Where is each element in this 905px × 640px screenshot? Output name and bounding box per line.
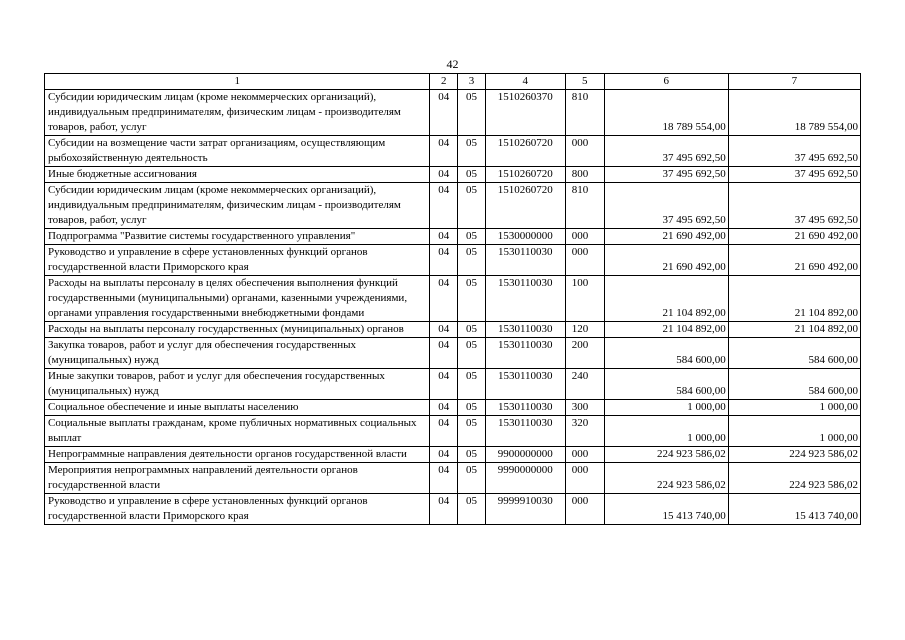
row-description: Закупка товаров, работ и услуг для обеспечения государственных (муниципальных) нужд	[45, 338, 430, 369]
row-expense-type: 000	[565, 229, 604, 245]
table-row	[45, 338, 861, 369]
row-target-code: 1510260370	[485, 90, 565, 136]
row-section-code: 04	[430, 369, 458, 400]
row-subsection-code: 05	[458, 167, 486, 183]
column-header-6: 6	[604, 74, 728, 90]
row-subsection-code: 05	[458, 400, 486, 416]
row-expense-type: 810	[565, 183, 604, 229]
row-subsection-code: 05	[458, 416, 486, 447]
row-target-code: 1530110030	[485, 245, 565, 276]
row-amount-7: 15 413 740,00	[728, 494, 860, 525]
row-amount-6: 21 690 492,00	[604, 245, 728, 276]
column-header-4: 4	[485, 74, 565, 90]
page-number: 42	[446, 57, 459, 71]
row-subsection-code: 05	[458, 338, 486, 369]
row-amount-7: 1 000,00	[728, 416, 860, 447]
row-amount-7: 224 923 586,02	[728, 447, 860, 463]
row-expense-type: 320	[565, 416, 604, 447]
table-row	[45, 494, 861, 525]
table-row	[45, 369, 861, 400]
row-amount-6: 37 495 692,50	[604, 167, 728, 183]
row-description: Иные бюджетные ассигнования	[45, 167, 430, 183]
table-row	[45, 416, 861, 447]
row-description: Руководство и управление в сфере установленных функций органов государственной власти Приморского края	[45, 494, 430, 525]
row-description: Субсидии юридическим лицам (кроме некоммерческих организаций), индивидуальным предпринимателям, физическим лицам - производителям товаров, работ, услуг	[45, 90, 430, 136]
row-description: Расходы на выплаты персоналу государственных (муниципальных) органов	[45, 322, 430, 338]
table-row	[45, 136, 861, 167]
column-header-1: 1	[45, 74, 430, 90]
table-row	[45, 167, 861, 183]
row-target-code: 1530110030	[485, 400, 565, 416]
row-expense-type: 000	[565, 447, 604, 463]
table-row	[45, 276, 861, 322]
row-amount-7: 37 495 692,50	[728, 167, 860, 183]
row-section-code: 04	[430, 245, 458, 276]
row-section-code: 04	[430, 167, 458, 183]
row-description: Иные закупки товаров, работ и услуг для обеспечения государственных (муниципальных) нужд	[45, 369, 430, 400]
header-row	[45, 74, 861, 90]
row-section-code: 04	[430, 276, 458, 322]
row-amount-6: 224 923 586,02	[604, 447, 728, 463]
row-amount-6: 18 789 554,00	[604, 90, 728, 136]
row-section-code: 04	[430, 400, 458, 416]
row-expense-type: 100	[565, 276, 604, 322]
row-section-code: 04	[430, 447, 458, 463]
row-description: Мероприятия непрограммных направлений деятельности органов государственной власти	[45, 463, 430, 494]
row-subsection-code: 05	[458, 322, 486, 338]
row-section-code: 04	[430, 338, 458, 369]
row-target-code: 1530110030	[485, 416, 565, 447]
row-expense-type: 240	[565, 369, 604, 400]
row-amount-6: 1 000,00	[604, 416, 728, 447]
row-amount-6: 21 104 892,00	[604, 276, 728, 322]
row-expense-type: 810	[565, 90, 604, 136]
row-description: Непрограммные направления деятельности органов государственной власти	[45, 447, 430, 463]
row-subsection-code: 05	[458, 90, 486, 136]
row-amount-6: 224 923 586,02	[604, 463, 728, 494]
row-expense-type: 800	[565, 167, 604, 183]
row-description: Расходы на выплаты персоналу в целях обеспечения выполнения функций государственными (муниципальными) органами, казенными учреждениями, органами управления государственными внебюджетными фондами	[45, 276, 430, 322]
table-row	[45, 229, 861, 245]
column-header-7: 7	[728, 74, 860, 90]
column-header-2: 2	[430, 74, 458, 90]
row-expense-type: 300	[565, 400, 604, 416]
row-amount-6: 1 000,00	[604, 400, 728, 416]
table-row	[45, 447, 861, 463]
row-expense-type: 200	[565, 338, 604, 369]
row-section-code: 04	[430, 136, 458, 167]
row-description: Подпрограмма "Развитие системы государственного управления"	[45, 229, 430, 245]
row-amount-6: 37 495 692,50	[604, 183, 728, 229]
row-description: Субсидии юридическим лицам (кроме некоммерческих организаций), индивидуальным предпринимателям, физическим лицам - производителям товаров, работ, услуг	[45, 183, 430, 229]
row-section-code: 04	[430, 229, 458, 245]
table-row	[45, 183, 861, 229]
budget-table	[44, 73, 861, 525]
row-target-code: 1510260720	[485, 136, 565, 167]
row-amount-7: 21 690 492,00	[728, 229, 860, 245]
row-amount-6: 15 413 740,00	[604, 494, 728, 525]
row-amount-7: 21 104 892,00	[728, 276, 860, 322]
row-amount-6: 584 600,00	[604, 369, 728, 400]
row-amount-6: 37 495 692,50	[604, 136, 728, 167]
table-row	[45, 322, 861, 338]
row-amount-7: 584 600,00	[728, 369, 860, 400]
table-row	[45, 400, 861, 416]
row-subsection-code: 05	[458, 183, 486, 229]
row-expense-type: 000	[565, 245, 604, 276]
row-target-code: 1530110030	[485, 322, 565, 338]
row-subsection-code: 05	[458, 447, 486, 463]
row-section-code: 04	[430, 494, 458, 525]
row-section-code: 04	[430, 90, 458, 136]
row-target-code: 1530110030	[485, 369, 565, 400]
row-description: Социальные выплаты гражданам, кроме публичных нормативных социальных выплат	[45, 416, 430, 447]
table-row	[45, 463, 861, 494]
column-header-5: 5	[565, 74, 604, 90]
row-subsection-code: 05	[458, 229, 486, 245]
row-expense-type: 000	[565, 136, 604, 167]
row-target-code: 9900000000	[485, 447, 565, 463]
row-target-code: 1510260720	[485, 167, 565, 183]
row-subsection-code: 05	[458, 276, 486, 322]
row-expense-type: 000	[565, 494, 604, 525]
row-section-code: 04	[430, 416, 458, 447]
row-amount-7: 224 923 586,02	[728, 463, 860, 494]
row-amount-6: 21 690 492,00	[604, 229, 728, 245]
row-target-code: 1530000000	[485, 229, 565, 245]
row-description: Социальное обеспечение и иные выплаты населению	[45, 400, 430, 416]
row-description: Субсидии на возмещение части затрат организациям, осуществляющим рыбохозяйственную деятельность	[45, 136, 430, 167]
row-amount-7: 21 690 492,00	[728, 245, 860, 276]
row-target-code: 9999910030	[485, 494, 565, 525]
row-expense-type: 120	[565, 322, 604, 338]
table-row	[45, 90, 861, 136]
row-amount-7: 37 495 692,50	[728, 136, 860, 167]
row-subsection-code: 05	[458, 494, 486, 525]
row-target-code: 1530110030	[485, 276, 565, 322]
row-amount-7: 37 495 692,50	[728, 183, 860, 229]
column-header-3: 3	[458, 74, 486, 90]
row-subsection-code: 05	[458, 245, 486, 276]
row-subsection-code: 05	[458, 136, 486, 167]
row-expense-type: 000	[565, 463, 604, 494]
row-amount-7: 584 600,00	[728, 338, 860, 369]
row-subsection-code: 05	[458, 369, 486, 400]
row-section-code: 04	[430, 183, 458, 229]
row-amount-6: 584 600,00	[604, 338, 728, 369]
row-target-code: 9990000000	[485, 463, 565, 494]
row-subsection-code: 05	[458, 463, 486, 494]
row-amount-7: 18 789 554,00	[728, 90, 860, 136]
row-section-code: 04	[430, 322, 458, 338]
row-target-code: 1510260720	[485, 183, 565, 229]
row-section-code: 04	[430, 463, 458, 494]
table-row	[45, 245, 861, 276]
row-description: Руководство и управление в сфере установленных функций органов государственной власти Приморского края	[45, 245, 430, 276]
row-amount-7: 1 000,00	[728, 400, 860, 416]
row-amount-6: 21 104 892,00	[604, 322, 728, 338]
row-amount-7: 21 104 892,00	[728, 322, 860, 338]
row-target-code: 1530110030	[485, 338, 565, 369]
